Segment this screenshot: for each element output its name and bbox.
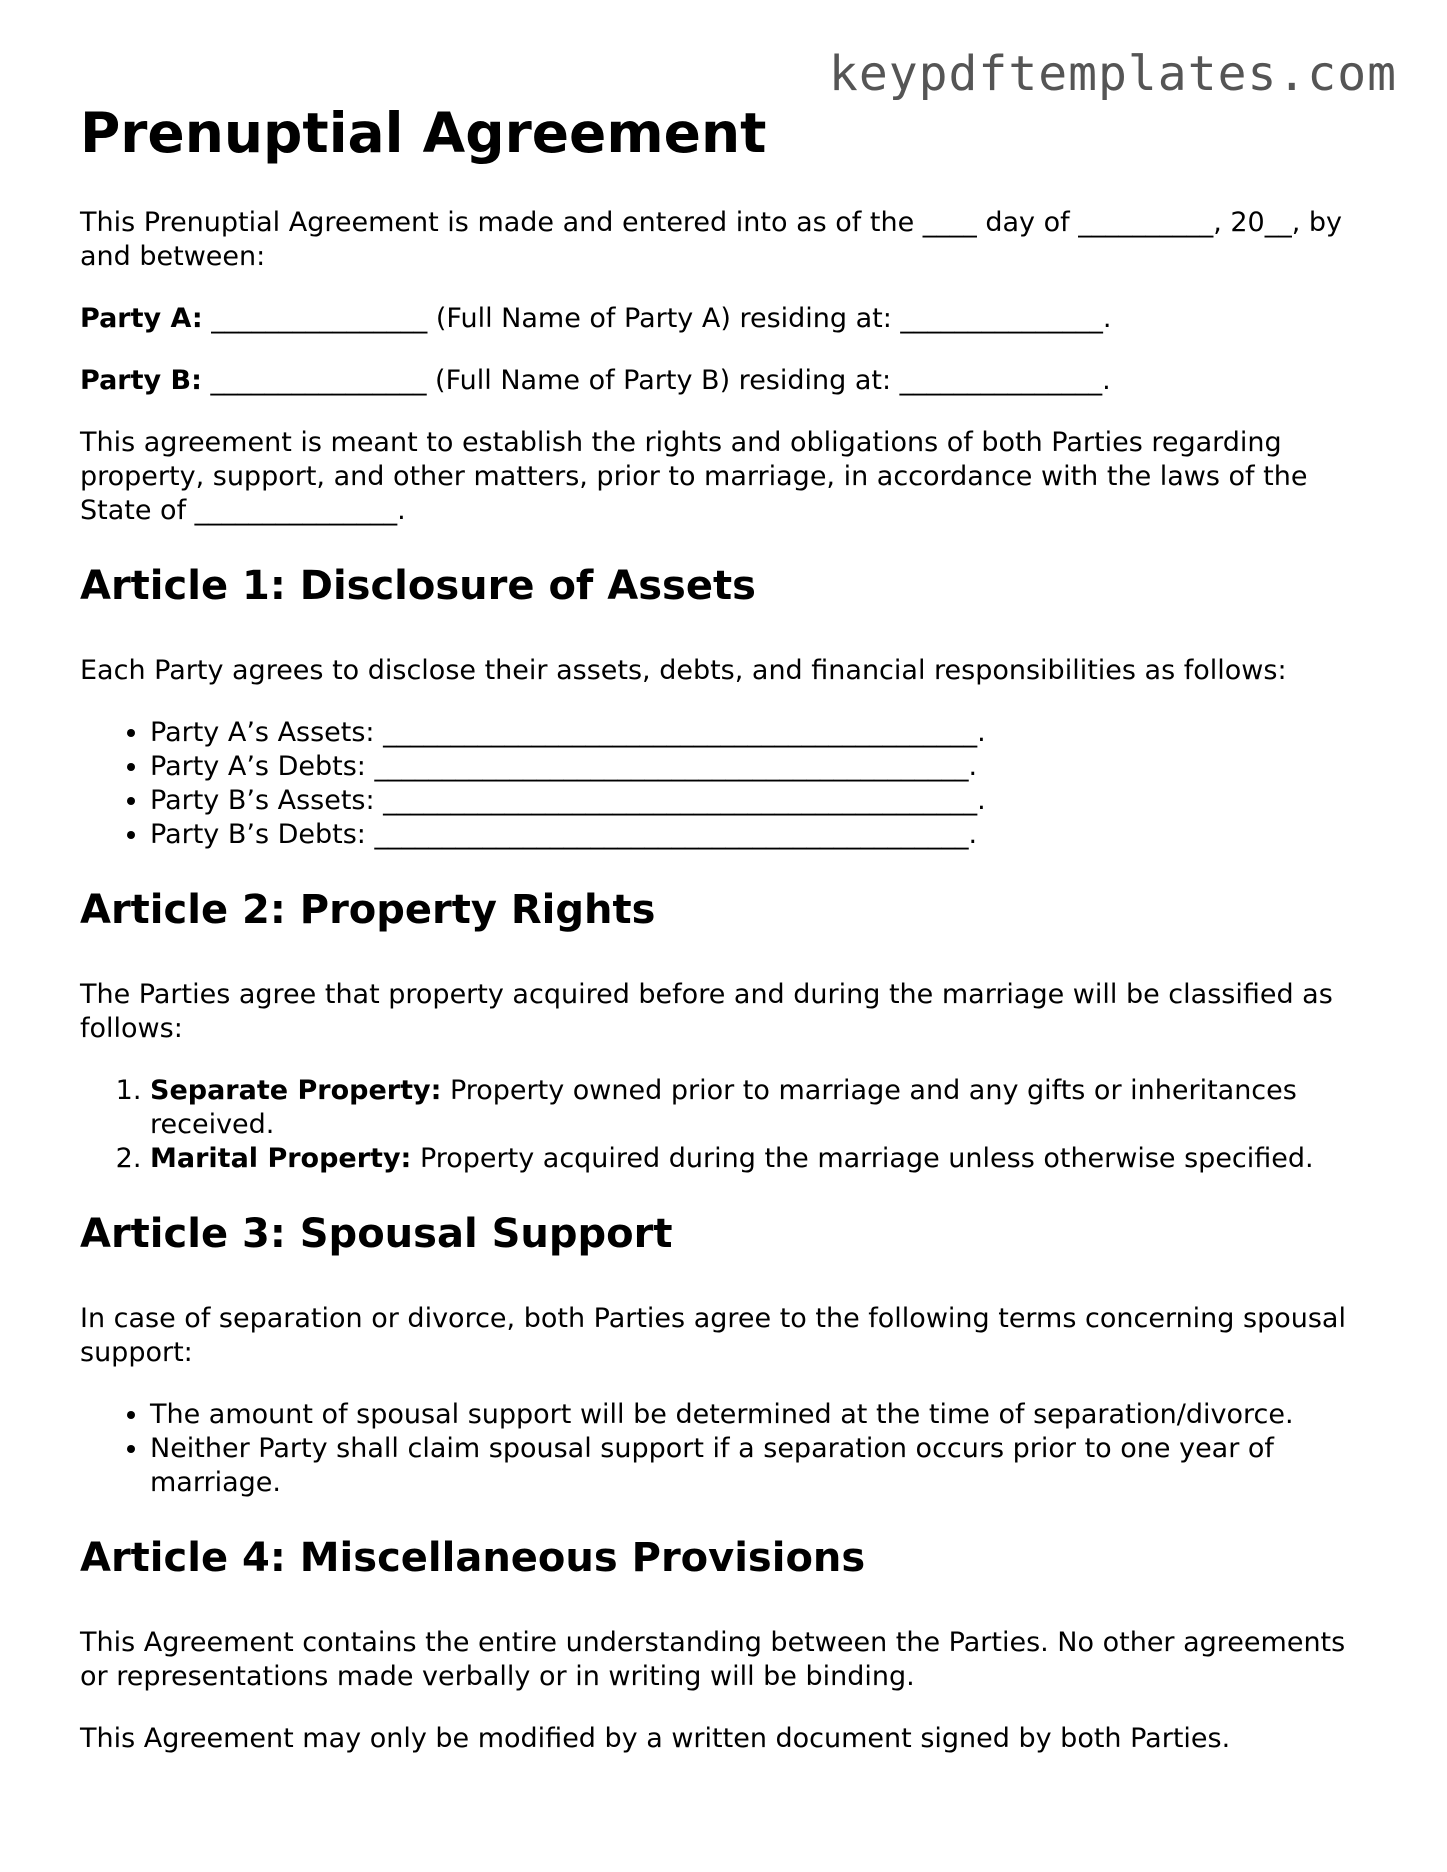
watermark: keypdftemplates.com (828, 46, 1397, 102)
document-title: Prenuptial Agreement (80, 101, 767, 165)
list-item: • Party A’s Debts: ____________________________________________. (150, 750, 1370, 784)
document-page (80, 100, 1370, 1784)
party-b-line (80, 364, 1370, 398)
article-3-text: In case of separation or divorce, both Parties agree to the following terms concerning spousal support: (80, 1303, 1346, 1368)
list-item: • Party B’s Debts: ____________________________________________. (150, 818, 1370, 852)
separate-property-text: Property owned prior to marriage and any gifts or inheritances received. (150, 1075, 1297, 1140)
list-item: • Party A’s Assets: ____________________________________________. (150, 716, 1370, 750)
marital-property-text: Property acquired during the marriage unless otherwise specified. (411, 1143, 1314, 1174)
list-item: • Neither Party shall claim spousal support if a separation occurs prior to one year of marriage. (150, 1432, 1370, 1500)
party-a-text: ________________ (Full Name of Party A) residing at: _______________. (202, 303, 1112, 334)
article-1-text: Each Party agrees to disclose their assets, debts, and financial responsibilities as follows: (80, 655, 1287, 686)
list-item: • The amount of spousal support will be determined at the time of separation/divorce. (150, 1398, 1370, 1432)
marital-property-label: Marital Property: (150, 1143, 412, 1174)
article-4-paragraph: This Agreement may only be modified by a written document signed by both Parties. (80, 1723, 1231, 1754)
party-a-line (80, 302, 1370, 336)
article-1-list (80, 716, 1370, 852)
party-b-label: Party B: (80, 365, 202, 396)
intro-paragraph: This Prenuptial Agreement is made and entered into as of the ____ day of __________, 20__, by and between: (80, 207, 1342, 272)
article-3-heading: Article 3: Spousal Support (80, 1211, 673, 1257)
list-item (150, 1074, 1370, 1142)
list-item: • Party B’s Assets: ____________________________________________. (150, 784, 1370, 818)
article-2-text: The Parties agree that property acquired before and during the marriage will be classified as follows: (80, 979, 1333, 1044)
article-1-heading: Article 1: Disclosure of Assets (80, 563, 756, 609)
party-b-text: ________________ (Full Name of Party B) residing at: _______________. (201, 365, 1111, 396)
article-3-list (80, 1398, 1370, 1500)
list-item (150, 1142, 1370, 1176)
purpose-paragraph: This agreement is meant to establish the rights and obligations of both Parties regarding property, support, and other matters, prior to marriage, in accordance with the laws of the State of _______________. (80, 427, 1308, 526)
article-4-heading: Article 4: Miscellaneous Provisions (80, 1535, 866, 1581)
article-4-paragraph: This Agreement contains the entire understanding between the Parties. No other agreements or representations made verbally or in writing will be binding. (80, 1627, 1346, 1692)
article-2-list (80, 1074, 1370, 1176)
separate-property-label: Separate Property: (150, 1075, 442, 1106)
article-2-heading: Article 2: Property Rights (80, 887, 656, 933)
party-a-label: Party A: (80, 303, 203, 334)
